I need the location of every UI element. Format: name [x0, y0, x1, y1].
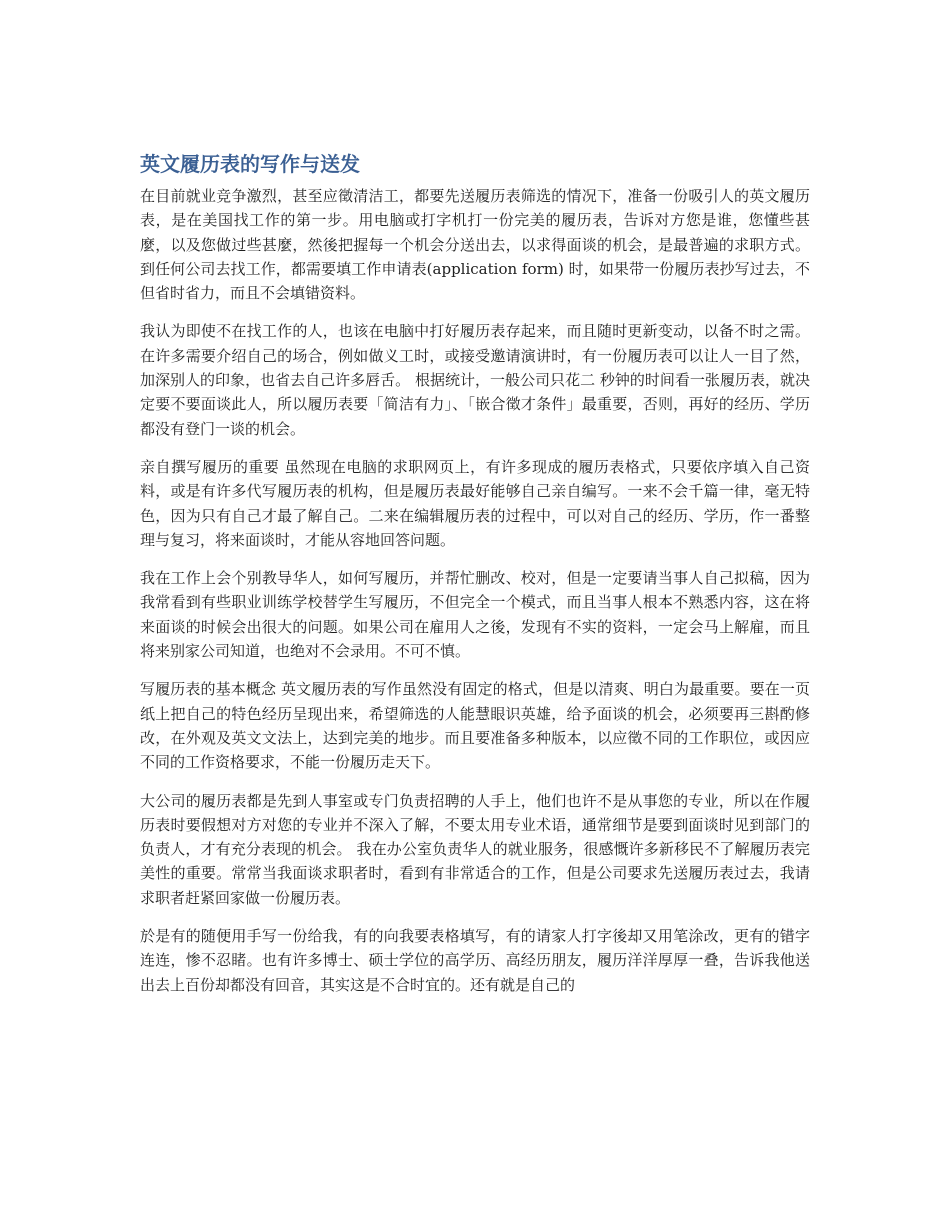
document-title: 英文履历表的写作与送发 — [140, 152, 360, 176]
paragraph-intro: 在目前就业竞争激烈，甚至应徵清洁工，都要先送履历表筛选的情况下，准备一份吸引人的英文履历表，是在美国找工作的第一步。用电脑或打字机打一份完美的履历表，告诉对方您是谁，您懂些甚麼，以及您做过些甚麼，然後把握每一个机会分送出去，以求得面谈的机会，是最普遍的求职方式。到任何公司去找工作，都需要填工作申请表(application form) 时，如果带一份履历表抄写过去，不但省时省力，而且不会填错资料。 — [140, 187, 810, 303]
paragraph-basic-concepts: 写履历表的基本概念 英文履历表的写作虽然没有固定的格式，但是以清爽、明白为最重要。要在一页纸上把自己的特色经历呈现出来，希望筛选的人能慧眼识英雄，给予面谈的机会，必须要再三斟酌修改，在外观及英文文法上，达到完美的地步。而且要准备多种版本，以应徵不同的工作职位，或因应不同的工作资格要求，不能一份履历走天下。 — [140, 680, 810, 772]
paragraph-large-companies: 大公司的履历表都是先到人事室或专门负责招聘的人手上，他们也许不是从事您的专业，所以在作履历表时要假想对方对您的专业并不深入了解，不要太用专业术语，通常细节是要到面谈时见到部门的负责人，才有充分表现的机会。 我在办公室负责华人的就业服务，很感慨许多新移民不了解履历表完美性的重要。常常当我面谈求职者时，看到有非常适合的工作，但是公司要求先送履历表过去，我请求职者赶紧回家做一份履历表。 — [140, 791, 810, 907]
paragraph-keep-updated: 我认为即使不在找工作的人，也该在电脑中打好履历表存起来，而且随时更新变动，以备不时之需。在许多需要介绍自己的场合，例如做义工时，或接受邀请演讲时，有一份履历表可以让人一目了然，加深别人的印象，也省去自己许多唇舌。 根据统计，一般公司只花二 秒钟的时间看一张履历表，就决定要不要面谈此人，所以履历表要「简洁有力」、「嵌合徵才条件」最重要，否则，再好的经历、学历都没有登门一谈的机会。 — [140, 322, 810, 438]
document-page — [140, 150, 810, 1011]
paragraph-write-yourself: 亲自撰写履历的重要 虽然现在电脑的求职网页上，有许多现成的履历表格式，只要依序填入自己资料，或是有许多代写履历表的机构，但是履历表最好能够自己亲自编写。一来不会千篇一律，毫无特色，因为只有自己才最了解自己。二来在编辑履历表的过程中，可以对自己的经历、学历，作一番整理与复习，将来面谈时，才能从容地回答问题。 — [140, 457, 810, 549]
paragraph-coaching: 我在工作上会个别教导华人，如何写履历，并帮忙删改、校对，但是一定要请当事人自己拟稿，因为我常看到有些职业训练学校替学生写履历，不但完全一个模式，而且当事人根本不熟悉内容，这在将来面谈的时候会出很大的问题。如果公司在雇用人之後，发现有不实的资料，一定会马上解雇，而且将来别家公司知道，也绝对不会录用。不可不慎。 — [140, 569, 810, 661]
paragraph-common-mistakes: 於是有的随便用手写一份给我，有的向我要表格填写，有的请家人打字後却又用笔涂改，更有的错字连连，惨不忍睹。也有许多博士、硕士学位的高学历、高经历朋友，履历洋洋厚厚一叠，告诉我他送出去上百份却都没有回音，其实这是不合时宜的。还有就是自己的 — [140, 927, 810, 994]
